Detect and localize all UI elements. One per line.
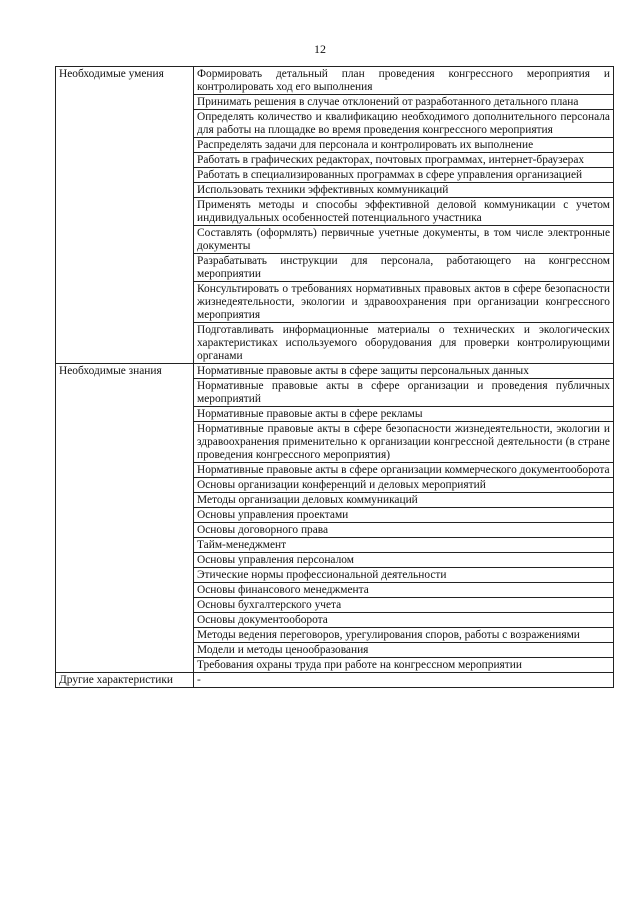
table-row — [56, 364, 614, 379]
section-item: Требования охраны труда при работе на конгрессном мероприятии — [194, 658, 614, 673]
qualification-table — [55, 66, 614, 688]
section-item: Основы бухгалтерского учета — [194, 598, 614, 613]
section-item: Основы финансового менеджмента — [194, 583, 614, 598]
section-item: - — [194, 673, 614, 688]
section-item: Использовать техники эффективных коммуникаций — [194, 183, 614, 198]
section-item: Составлять (оформлять) первичные учетные документы, в том числе электронные документы — [194, 226, 614, 254]
section-item: Основы документооборота — [194, 613, 614, 628]
section-item: Тайм-менеджмент — [194, 538, 614, 553]
section-item: Этические нормы профессиональной деятельности — [194, 568, 614, 583]
section-item: Нормативные правовые акты в сфере безопасности жизнедеятельности, экологии и здравоохранения применительно к организации конгрессной деятельности (в стране проведения конгрессного мероприятия) — [194, 422, 614, 463]
section-item: Формировать детальный план проведения конгрессного мероприятия и контролировать ход его выполнения — [194, 67, 614, 95]
section-item: Основы договорного права — [194, 523, 614, 538]
section-item: Модели и методы ценообразования — [194, 643, 614, 658]
qualification-table-body — [56, 67, 614, 688]
section-title: Другие характеристики — [56, 673, 194, 688]
section-item: Основы управления проектами — [194, 508, 614, 523]
section-item: Определять количество и квалификацию необходимого дополнительного персонала для работы на площадке во время проведения конгрессного мероприятия — [194, 110, 614, 138]
section-item: Нормативные правовые акты в сфере рекламы — [194, 407, 614, 422]
section-item: Работать в графических редакторах, почтовых программах, интернет-браузерах — [194, 153, 614, 168]
section-item: Распределять задачи для персонала и контролировать их выполнение — [194, 138, 614, 153]
table-row — [56, 67, 614, 95]
section-item: Применять методы и способы эффективной деловой коммуникации с учетом индивидуальных особенностей потенциального участника — [194, 198, 614, 226]
section-item: Основы организации конференций и деловых мероприятий — [194, 478, 614, 493]
section-item: Разрабатывать инструкции для персонала, работающего на конгрессном мероприятии — [194, 254, 614, 282]
section-title: Необходимые знания — [56, 364, 194, 673]
section-item: Методы ведения переговоров, урегулирования споров, работы с возражениями — [194, 628, 614, 643]
section-title: Необходимые умения — [56, 67, 194, 364]
section-item: Работать в специализированных программах в сфере управления организацией — [194, 168, 614, 183]
section-item: Подготавливать информационные материалы о технических и экологических характеристиках используемого оборудования для проверки контролирующими органами — [194, 323, 614, 364]
page-number: 12 — [314, 42, 326, 56]
section-item: Принимать решения в случае отклонений от разработанного детального плана — [194, 95, 614, 110]
section-item: Нормативные правовые акты в сфере защиты персональных данных — [194, 364, 614, 379]
section-item: Консультировать о требованиях нормативных правовых актов в сфере безопасности жизнедеятельности, экологии и здравоохранения при организации конгрессного мероприятия — [194, 282, 614, 323]
section-item: Методы организации деловых коммуникаций — [194, 493, 614, 508]
table-row — [56, 673, 614, 688]
section-item: Нормативные правовые акты в сфере организации коммерческого документооборота — [194, 463, 614, 478]
section-item: Основы управления персоналом — [194, 553, 614, 568]
section-item: Нормативные правовые акты в сфере организации и проведения публичных мероприятий — [194, 379, 614, 407]
